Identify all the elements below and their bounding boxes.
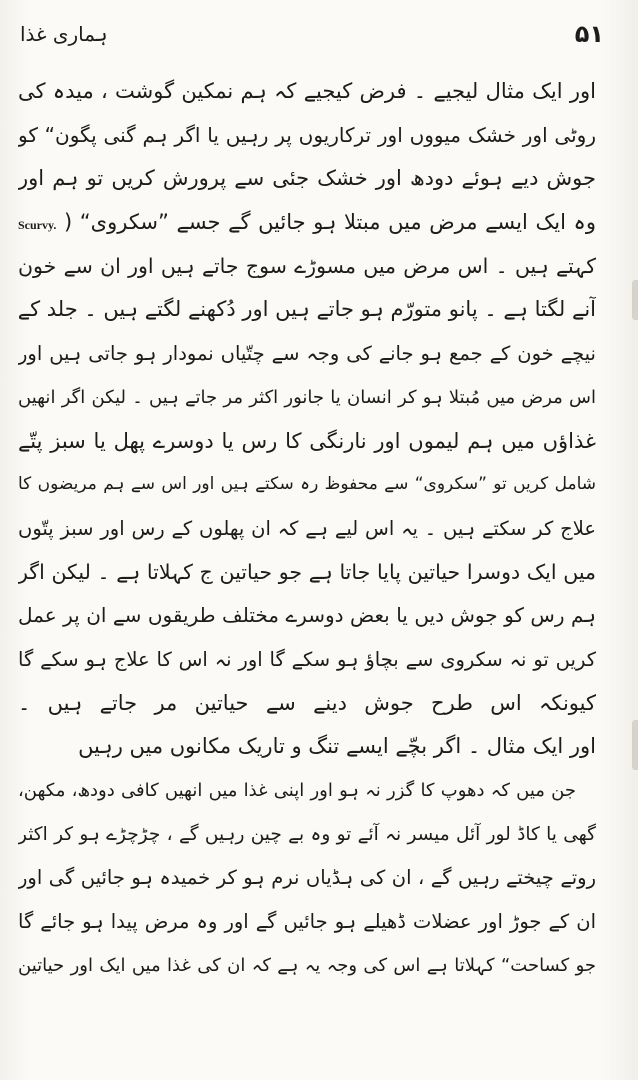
text-line: جن میں کہ دھوپ کا گزر نہ ہو اور اپنی غذا میں انھیں کافی دودھ، مکھن، <box>18 780 576 801</box>
text-line: جو کساحت“ کہلاتا ہے اس کی وجہ یہ ہے کہ ان کی غذا میں ایک اور حیاتین <box>18 954 596 976</box>
text-line: میں ایک دوسرا حیاتین پایا جاتا ہے جو حیاتین ج کہلاتا ہے ۔ لیکن اگر <box>18 559 596 584</box>
text-line: غذاؤں میں ہم لیموں اور نارنگی کا رس یا دوسرے پھل یا سبز پتّے <box>18 428 596 453</box>
text-line: کہتے ہیں ۔ اس مرض میں مسوڑے سوج جاتے ہیں اور ان سے خون <box>18 253 596 278</box>
body-text <box>18 70 596 987</box>
text-line: ہم رس کو جوش دیں یا بعض دوسرے مختلف طریقوں سے ان پر عمل <box>18 603 596 628</box>
text-line: اور ایک مثال ۔ اگر بچّے ایسے تنگ و تاریک مکانوں میں رہیں <box>78 734 596 759</box>
text-line: جوش دیے ہوئے دودھ اور خشک جئی سے پرورش کریں تو ہم اور <box>18 166 596 191</box>
page-edge-mark <box>632 280 638 320</box>
text-line: روٹی اور خشک میووں اور ترکاریوں پر رہیں یا اگر ہم گنی پگون“ کو <box>18 122 596 147</box>
text-line: اس مرض میں مُبتلا ہو کر انسان یا جانور اکثر مر جاتے ہیں ۔ لیکن اگر انھیں <box>18 386 596 408</box>
text-line: کیونکہ اس طرح جوش دینے سے حیاتین مر جاتے ہیں ۔ <box>18 690 596 715</box>
text-line: گھی یا کاڈ لور آئل میسر نہ آئے تو وہ بے چین رہیں گے ، چڑچڑے ہو کر اکثر <box>18 823 596 845</box>
text-line: کریں تو نہ سکروی سے بچاؤ ہو سکے گا اور نہ اس کا علاج ہو سکے گا <box>18 647 596 671</box>
text-line: علاج کر سکتے ہیں ۔ یہ اس لیے ہے کہ ان پھلوں کے رس اور سبز پتّوں <box>18 516 596 540</box>
text-line: اور ایک مثال لیجیے ۔ فرض کیجیے کہ ہم نمکین گوشت ، میدہ کی <box>18 79 596 103</box>
text-line: روتے چیختے رہیں گے ، ان کی ہڈیاں نرم ہو کر خمیدہ ہو جائیں گی اور <box>18 866 596 890</box>
page-edge-mark <box>632 720 638 770</box>
text-line: ان کے جوڑ اور عضلات ڈھیلے ہو جائیں گے اور وہ مرض پیدا ہو جائے گا <box>18 910 596 934</box>
page-header <box>20 20 604 60</box>
text-line: آنے لگتا ہے ۔ پانو متورّم ہو جاتے ہیں اور دُکھنے لگتے ہیں ۔ جلد کے <box>18 297 596 322</box>
text-line-scurvy <box>18 201 596 245</box>
running-title: ہماری غذا <box>20 22 108 46</box>
scurvy-urdu-text: وہ ایک ایسے مرض میں مبتلا ہو جائیں گے جسے ”سکروی“ ( <box>63 210 596 235</box>
text-line: نیچے خون کے جمع ہو جانے کی وجہ سے چتّیاں نمودار ہو جاتی ہیں اور <box>18 342 596 366</box>
scurvy-latin-text: Scurvy. <box>18 218 57 233</box>
text-line: شامل کریں تو ”سکروی“ سے محفوظ رہ سکتے ہیں اور اس سے ہم مریضوں کا <box>18 474 596 495</box>
page-number: ۵۱ <box>574 20 604 48</box>
